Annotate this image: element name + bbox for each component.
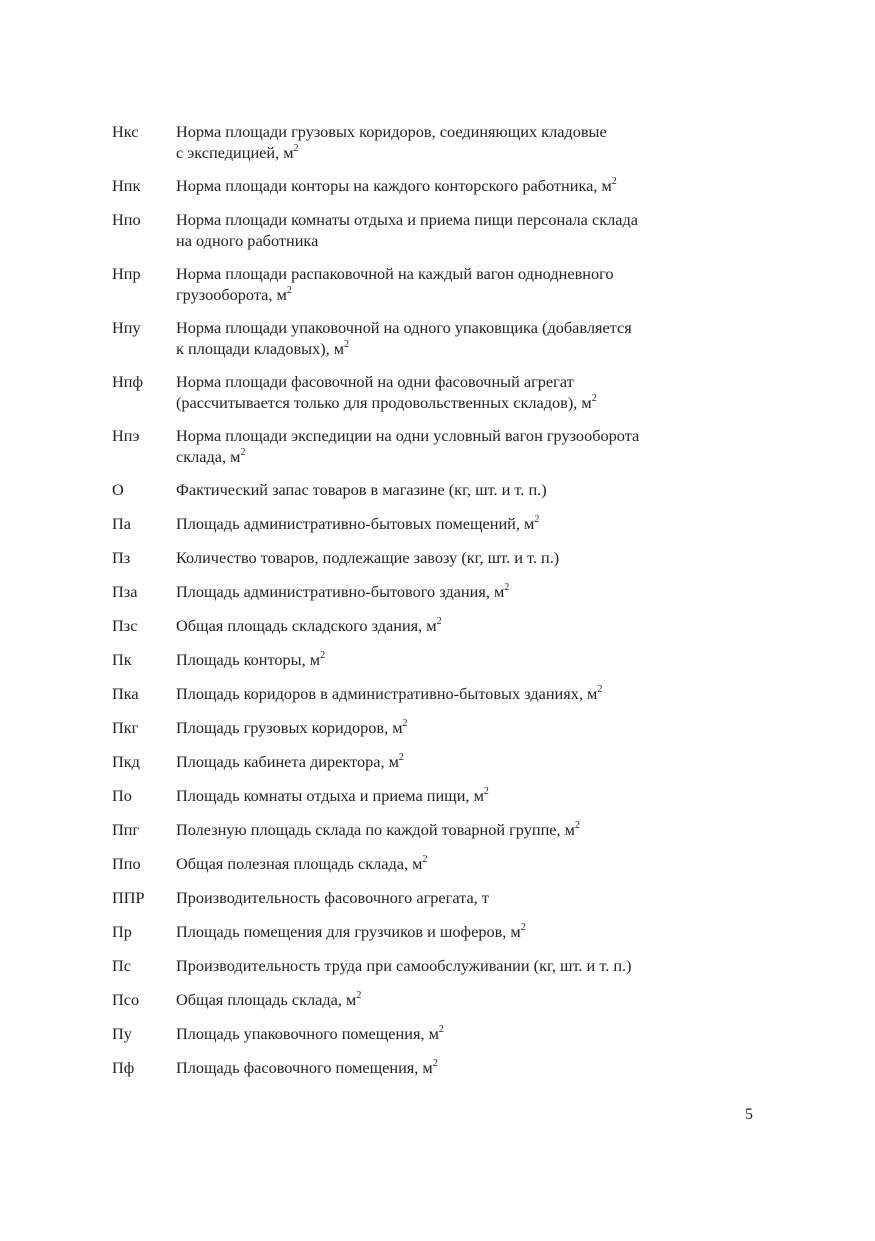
unit-superscript: 2 [504,581,510,593]
definition-line [176,1057,732,1078]
abbreviation-definition [176,683,732,704]
definition-text: грузооборота, м [176,285,287,304]
abbreviation-term: Ппо [112,854,141,873]
definition-line [176,479,732,500]
definition-text: Площадь коридоров в административно-бытовых зданиях, м [176,684,598,703]
abbreviation-entry [112,887,732,921]
abbreviation-term: Нпу [112,318,141,337]
abbreviation-entry [112,1023,732,1057]
abbreviation-entry [112,209,732,263]
abbreviation-term: Нкс [112,122,139,141]
abbreviation-term: Пкд [112,752,140,771]
abbreviation-term: Пка [112,684,139,703]
unit-superscript: 2 [520,921,526,933]
definition-text: Норма площади упаковочной на одного упаковщика (добавляется [176,318,632,337]
abbreviation-entry [112,751,732,785]
definition-text: Производительность фасовочного агрегата, т [176,888,489,907]
abbreviation-entry [112,581,732,615]
definition-text: Норма площади фасовочной на одни фасовочный агрегат [176,372,574,391]
abbreviation-entry [112,547,732,581]
abbreviation-term: Пз [112,548,131,567]
unit-superscript: 2 [611,175,617,187]
definition-line [176,921,732,942]
definition-line [176,142,732,163]
abbreviation-term: Пс [112,956,131,975]
abbreviation-definition [176,1057,732,1078]
abbreviation-entry [112,649,732,683]
unit-superscript: 2 [574,819,580,831]
unit-superscript: 2 [438,1023,444,1035]
abbreviation-definition [176,887,732,908]
abbreviation-definition [176,425,732,467]
abbreviation-entry [112,683,732,717]
page-number: 5 [745,1106,753,1123]
unit-superscript: 2 [293,142,299,154]
definition-line [176,615,732,636]
abbreviation-definition [176,581,732,602]
definition-text: на одного работника [176,231,319,250]
abbreviation-entry [112,425,732,479]
abbreviation-term: Пу [112,1024,132,1043]
abbreviation-term: Пзс [112,616,138,635]
definition-text: Норма площади распаковочной на каждый вагон однодневного [176,264,614,283]
abbreviation-term: По [112,786,132,805]
definition-text: к площади кладовых), м [176,339,345,358]
definition-text: Площадь грузовых коридоров, м [176,718,403,737]
abbreviation-term: Нпр [112,264,141,283]
abbreviation-term: Пк [112,650,132,669]
abbreviation-term: О [112,480,124,499]
abbreviation-definition [176,317,732,359]
abbreviation-entry [112,785,732,819]
definition-text: Норма площади комнаты отдыха и приема пищи персонала склада [176,210,638,229]
definition-text: Фактический запас товаров в магазине (кг, шт. и т. п.) [176,480,547,499]
definition-line [176,446,732,467]
abbreviation-list [112,121,732,1091]
abbreviation-definition [176,819,732,840]
abbreviation-definition [176,209,732,251]
abbreviation-entry [112,175,732,209]
abbreviation-definition [176,121,732,163]
definition-line [176,717,732,738]
definition-text: Норма площади конторы на каждого конторского работника, м [176,176,612,195]
definition-line [176,649,732,670]
definition-line [176,425,732,446]
unit-superscript: 2 [422,853,428,865]
definition-line [176,209,732,230]
definition-text: Площадь комнаты отдыха и приема пищи, м [176,786,484,805]
definition-text: Общая площадь складского здания, м [176,616,437,635]
definition-text: склада, м [176,447,241,466]
unit-superscript: 2 [432,1057,438,1069]
abbreviation-term: Пкг [112,718,139,737]
abbreviation-definition [176,921,732,942]
unit-superscript: 2 [483,785,489,797]
abbreviation-definition [176,717,732,738]
definition-line [176,284,732,305]
abbreviation-term: Псо [112,990,140,1009]
abbreviation-entry [112,263,732,317]
abbreviation-definition [176,513,732,534]
abbreviation-entry [112,1057,732,1091]
definition-line [176,853,732,874]
abbreviation-definition [176,989,732,1010]
unit-superscript: 2 [286,284,292,296]
definition-line [176,230,732,251]
abbreviation-term: Нпэ [112,426,140,445]
abbreviation-definition [176,955,732,976]
abbreviation-term: Нпф [112,372,144,391]
definition-text: Площадь фасовочного помещения, м [176,1058,433,1077]
abbreviation-definition [176,479,732,500]
definition-text: Площадь административно-бытового здания, м [176,582,505,601]
abbreviation-entry [112,121,732,175]
definition-text: (рассчитывается только для продовольственных складов), м [176,393,592,412]
abbreviation-definition [176,649,732,670]
definition-text: Площадь упаковочного помещения, м [176,1024,439,1043]
definition-text: Количество товаров, подлежащие завозу (кг, шт. и т. п.) [176,548,560,567]
definition-line [176,371,732,392]
unit-superscript: 2 [398,751,404,763]
abbreviation-definition [176,1023,732,1044]
definition-text: Площадь административно-бытовых помещений, м [176,514,535,533]
definition-line [176,1023,732,1044]
abbreviation-entry [112,479,732,513]
definition-line [176,955,732,976]
abbreviation-definition [176,785,732,806]
abbreviation-term: Па [112,514,131,533]
abbreviation-definition [176,263,732,305]
definition-text: Норма площади грузовых коридоров, соединяющих кладовые [176,122,607,141]
definition-text: Площадь кабинета директора, м [176,752,399,771]
unit-superscript: 2 [240,446,246,458]
definition-text: Общая полезная площадь склада, м [176,854,423,873]
definition-line [176,317,732,338]
unit-superscript: 2 [534,513,540,525]
definition-text: Производительность труда при самообслуживании (кг, шт. и т. п.) [176,956,632,975]
abbreviation-entry [112,371,732,425]
definition-text: с экспедицией, м [176,143,294,162]
definition-line [176,513,732,534]
definition-line [176,819,732,840]
definition-line [176,263,732,284]
abbreviation-entry [112,989,732,1023]
unit-superscript: 2 [356,989,362,1001]
definition-line [176,887,732,908]
abbreviation-term: Нпк [112,176,141,195]
definition-text: Полезную площадь склада по каждой товарной группе, м [176,820,575,839]
abbreviation-entry [112,317,732,371]
abbreviation-definition [176,615,732,636]
definition-line [176,683,732,704]
definition-text: Норма площади экспедиции на одни условный вагон грузооборота [176,426,640,445]
abbreviation-term: Пр [112,922,132,941]
abbreviation-definition [176,853,732,874]
abbreviation-term: Нпо [112,210,141,229]
definition-line [176,989,732,1010]
abbreviation-definition [176,751,732,772]
abbreviation-definition [176,175,732,196]
abbreviation-term: Пф [112,1058,135,1077]
unit-superscript: 2 [402,717,408,729]
abbreviation-term: ППР [112,888,145,907]
abbreviation-term: Ппг [112,820,140,839]
abbreviation-definition [176,547,732,568]
abbreviation-entry [112,853,732,887]
definition-text: Площадь помещения для грузчиков и шоферов, м [176,922,521,941]
definition-line [176,121,732,142]
unit-superscript: 2 [320,649,326,661]
unit-superscript: 2 [597,683,603,695]
definition-text: Общая площадь склада, м [176,990,357,1009]
unit-superscript: 2 [436,615,442,627]
abbreviation-entry [112,513,732,547]
abbreviation-entry [112,921,732,955]
abbreviation-entry [112,819,732,853]
abbreviation-term: Пза [112,582,138,601]
unit-superscript: 2 [344,338,350,350]
definition-line [176,547,732,568]
definition-line [176,175,732,196]
definition-line [176,581,732,602]
abbreviation-definition [176,371,732,413]
abbreviation-entry [112,615,732,649]
definition-line [176,338,732,359]
abbreviation-entry [112,717,732,751]
definition-line [176,751,732,772]
definition-line [176,392,732,413]
abbreviation-entry [112,955,732,989]
unit-superscript: 2 [591,392,597,404]
definition-text: Площадь конторы, м [176,650,321,669]
definition-line [176,785,732,806]
